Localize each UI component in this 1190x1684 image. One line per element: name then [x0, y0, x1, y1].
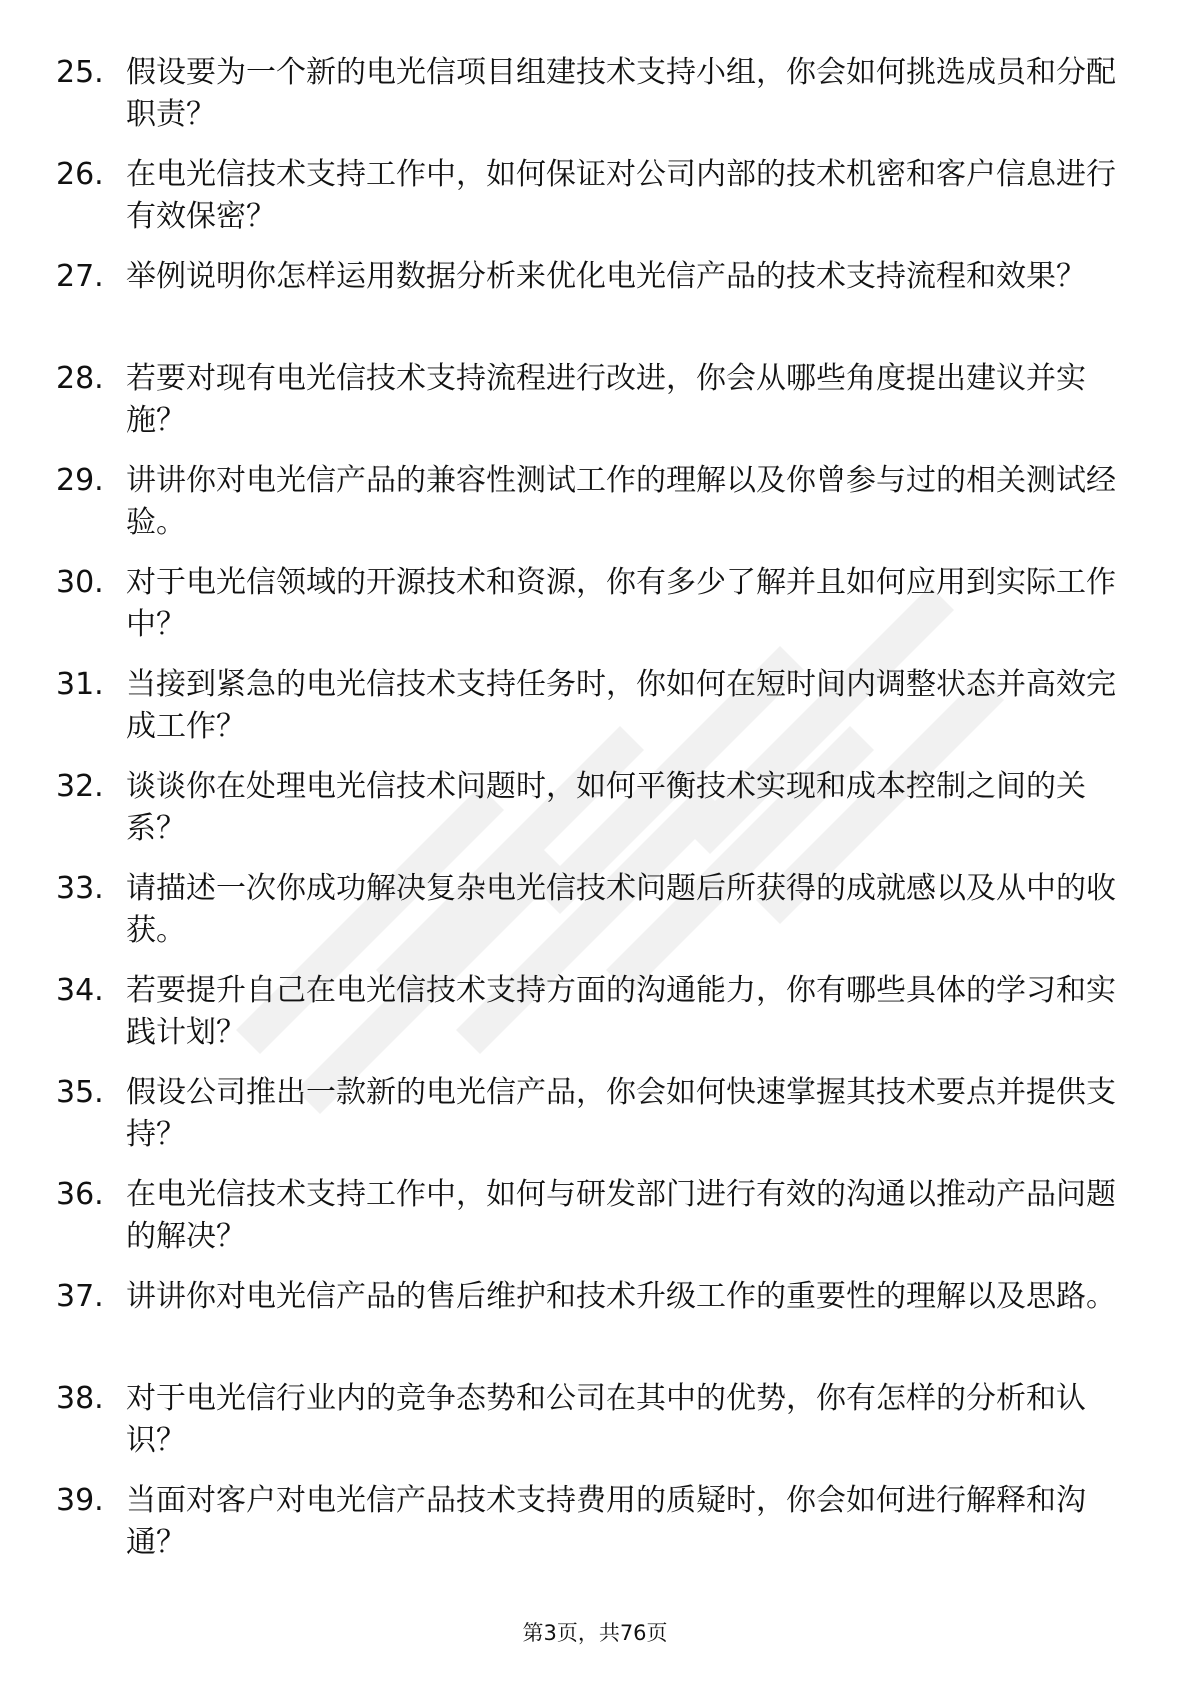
question-item	[56, 358, 1126, 460]
question-text: 对于电光信领域的开源技术和资源，你有多少了解并且如何应用到实际工作中？	[126, 565, 1116, 642]
question-text: 讲讲你对电光信产品的售后维护和技术升级工作的重要性的理解以及思路。	[126, 1279, 1116, 1314]
question-number: 35.	[56, 1075, 104, 1110]
question-number: 27.	[56, 259, 104, 294]
question-item	[56, 562, 1126, 664]
question-number: 38.	[56, 1381, 104, 1416]
question-text: 请描述一次你成功解决复杂电光信技术问题后所获得的成就感以及从中的收获。	[126, 871, 1116, 948]
question-number: 32.	[56, 769, 104, 804]
question-text: 谈谈你在处理电光信技术问题时，如何平衡技术实现和成本控制之间的关系？	[126, 769, 1086, 846]
question-text: 举例说明你怎样运用数据分析来优化电光信产品的技术支持流程和效果？	[126, 259, 1086, 294]
question-number: 36.	[56, 1177, 104, 1212]
question-text: 假设公司推出一款新的电光信产品，你会如何快速掌握其技术要点并提供支持？	[126, 1075, 1116, 1152]
question-number: 39.	[56, 1483, 104, 1518]
question-text: 假设要为一个新的电光信项目组建技术支持小组，你会如何挑选成员和分配职责？	[126, 55, 1116, 132]
question-item	[56, 970, 1126, 1072]
question-number: 25.	[56, 55, 104, 90]
question-number: 31.	[56, 667, 104, 702]
question-text: 若要对现有电光信技术支持流程进行改进，你会从哪些角度提出建议并实施？	[126, 361, 1086, 438]
question-text: 讲讲你对电光信产品的兼容性测试工作的理解以及你曾参与过的相关测试经验。	[126, 463, 1116, 540]
question-text: 在电光信技术支持工作中，如何与研发部门进行有效的沟通以推动产品问题的解决？	[126, 1177, 1116, 1254]
question-text: 当接到紧急的电光信技术支持任务时，你如何在短时间内调整状态并高效完成工作？	[126, 667, 1116, 744]
question-item	[56, 460, 1126, 562]
question-number: 33.	[56, 871, 104, 906]
question-item	[56, 52, 1126, 154]
question-item	[56, 1378, 1126, 1480]
question-item	[56, 256, 1126, 358]
question-text: 若要提升自己在电光信技术支持方面的沟通能力，你有哪些具体的学习和实践计划？	[126, 973, 1116, 1050]
question-number: 28.	[56, 361, 104, 396]
question-text: 对于电光信行业内的竞争态势和公司在其中的优势，你有怎样的分析和认识？	[126, 1381, 1086, 1458]
question-item	[56, 1480, 1126, 1582]
question-number: 26.	[56, 157, 104, 192]
question-item	[56, 1276, 1126, 1378]
question-item	[56, 664, 1126, 766]
question-number: 34.	[56, 973, 104, 1008]
question-item	[56, 868, 1126, 970]
question-item	[56, 766, 1126, 868]
question-text: 当面对客户对电光信产品技术支持费用的质疑时，你会如何进行解释和沟通？	[126, 1483, 1086, 1560]
question-number: 30.	[56, 565, 104, 600]
page-indicator: 第3页，共76页	[522, 1621, 668, 1645]
question-text: 在电光信技术支持工作中，如何保证对公司内部的技术机密和客户信息进行有效保密？	[126, 157, 1116, 234]
question-item	[56, 1072, 1126, 1174]
question-list	[56, 52, 1126, 1582]
question-item	[56, 1174, 1126, 1276]
question-number: 29.	[56, 463, 104, 498]
question-number: 37.	[56, 1279, 104, 1314]
question-item	[56, 154, 1126, 256]
